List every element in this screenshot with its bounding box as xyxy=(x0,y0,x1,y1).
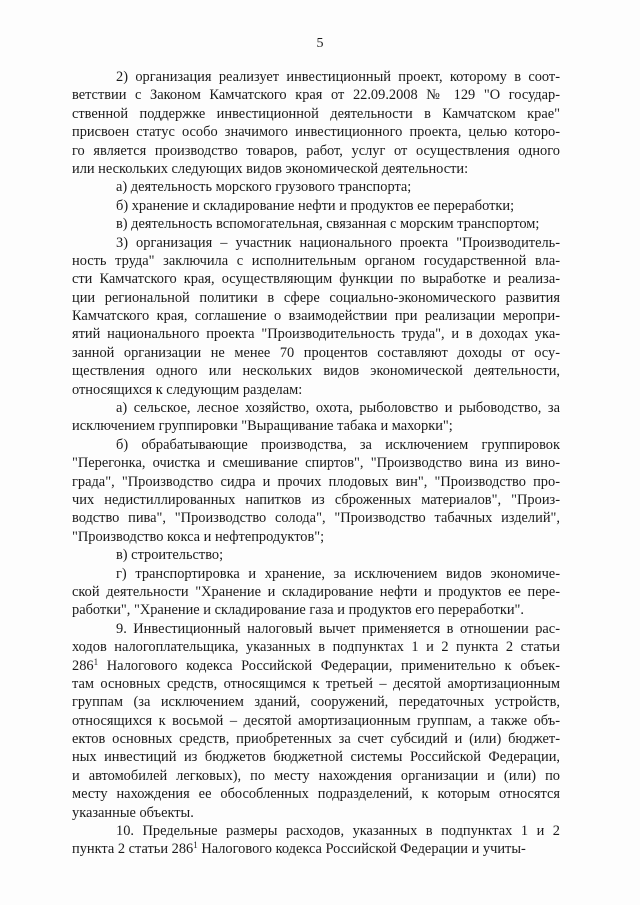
text-line: ятий национального проекта "Производительность труда", и в доходах ука- xyxy=(72,326,560,343)
text-line: г) транспортировка и хранение, за исключением видов экономиче- xyxy=(116,565,560,582)
text-line: указанные объекты. xyxy=(72,804,194,821)
text-line: в) строительство; xyxy=(116,547,224,564)
text-line: 2) организация реализует инвестиционный проект, которому в соот- xyxy=(116,69,560,85)
text-line: б) обрабатывающие производства, за исключением группировок xyxy=(116,436,560,453)
text-line: исключением группировки "Выращивание табака и махорки"; xyxy=(72,418,453,435)
text-line: 3) организация – участник национального проекта "Производитель- xyxy=(116,234,560,251)
text-line: ции региональной политики в сфере социально-экономического развития xyxy=(72,289,560,306)
paragraph-p3a xyxy=(72,399,560,436)
text-line: работки", "Хранение и складирование газа и продуктов его переработки". xyxy=(72,602,525,619)
paragraph-p3c xyxy=(72,546,560,564)
paragraph-p9 xyxy=(72,620,560,822)
text-line: относящихся к следующим разделам: xyxy=(72,381,303,398)
text-line: ветствии с Законом Камчатского края от 22.09.2008 № 129 "О государ- xyxy=(72,87,560,104)
text-line: в) деятельность вспомогательная, связанная с морским транспортом; xyxy=(116,216,540,233)
paragraph-p2c xyxy=(72,215,560,233)
paragraph-p3d xyxy=(72,565,560,620)
text-line: месту нахождения ее обособленных подразделений, к которым относятся xyxy=(72,786,560,803)
text-line: сти Камчатского края, осуществляющим функции по выработке и реализа- xyxy=(72,271,560,288)
text-line: ственной поддержке инвестиционной деятельности в Камчатском крае" xyxy=(72,105,560,122)
text-line: там основных средств, относящимся к третьей – десятой амортизационным xyxy=(72,675,560,692)
text-line: ществления одного или нескольких видов экономической деятельности, xyxy=(72,363,560,380)
page-number: 5 xyxy=(316,36,324,51)
text-line: присвоен статус особо значимого инвестиционного проекта, целью которо- xyxy=(72,124,560,141)
paragraph-p2 xyxy=(72,68,560,178)
text-line: а) деятельность морского грузового транспорта; xyxy=(116,179,412,196)
document-body xyxy=(72,68,560,859)
text-line: группам (за исключением зданий, сооружений, передаточных устройств, xyxy=(72,694,560,711)
text-line: пункта 2 статьи $286^1$ Налогового кодекса Российской Федерации и учиты- xyxy=(72,840,526,858)
text-line: ходов налогоплательщика, указанных в подпунктах 1 и 2 пункта 2 статьи xyxy=(72,639,560,656)
paragraph-p3 xyxy=(72,234,560,400)
text-line: 9. Инвестиционный налоговый вычет применяется в отношении рас- xyxy=(116,620,560,637)
text-line: ской деятельности "Хранение и складирование нефти и продуктов ее пере- xyxy=(72,583,560,600)
text-line: Камчатского края, соглашение о взаимодействии при реализации меропри- xyxy=(72,308,560,325)
paragraph-p2b xyxy=(72,197,560,215)
text-line: и автомобилей легковых), по месту нахождения организации и (или) по xyxy=(72,767,560,784)
text-line: "Производство кокса и нефтепродуктов"; xyxy=(72,528,325,545)
text-line: $286^1$ Налогового кодекса Российской Федерации, применительно к объек- xyxy=(72,656,560,674)
paragraph-p2a xyxy=(72,178,560,196)
text-line: чих недистиллированных напитков из сброженных материалов", "Произ- xyxy=(72,491,560,508)
text-line: града", "Производство сидра и прочих плодовых вин", "Производство про- xyxy=(72,473,560,490)
paragraph-p3b xyxy=(72,436,560,546)
text-line: водство пива", "Производство солода", "Производство табачных изделий", xyxy=(72,510,560,527)
text-line: ектов основных средств, приобретенных за счет субсидий и (или) бюджет- xyxy=(72,731,560,748)
paragraph-p10 xyxy=(72,822,560,859)
text-line: ность труда" заключила с исполнительным органом государственной вла- xyxy=(72,252,560,269)
text-line: относящихся к восьмой – десятой амортизационным группам, а также объ- xyxy=(72,712,560,729)
text-line: го является производство товаров, работ, услуг от осуществления одного xyxy=(72,142,560,159)
text-line: а) сельское, лесное хозяйство, охота, рыболовство и рыбоводство, за xyxy=(116,400,560,417)
text-line: ных инвестиций из бюджетов бюджетной системы Российской Федерации, xyxy=(72,749,560,766)
text-line: или нескольких следующих видов экономической деятельности: xyxy=(72,160,469,177)
text-line: 10. Предельные размеры расходов, указанных в подпунктах 1 и 2 xyxy=(116,823,560,840)
text-line: занной организации не менее 70 процентов составляют доходы от осу- xyxy=(72,344,560,361)
text-line: "Перегонка, очистка и смешивание спиртов", "Производство вина из вино- xyxy=(72,455,560,472)
text-line: б) хранение и складирование нефти и продуктов ее переработки; xyxy=(116,197,515,214)
